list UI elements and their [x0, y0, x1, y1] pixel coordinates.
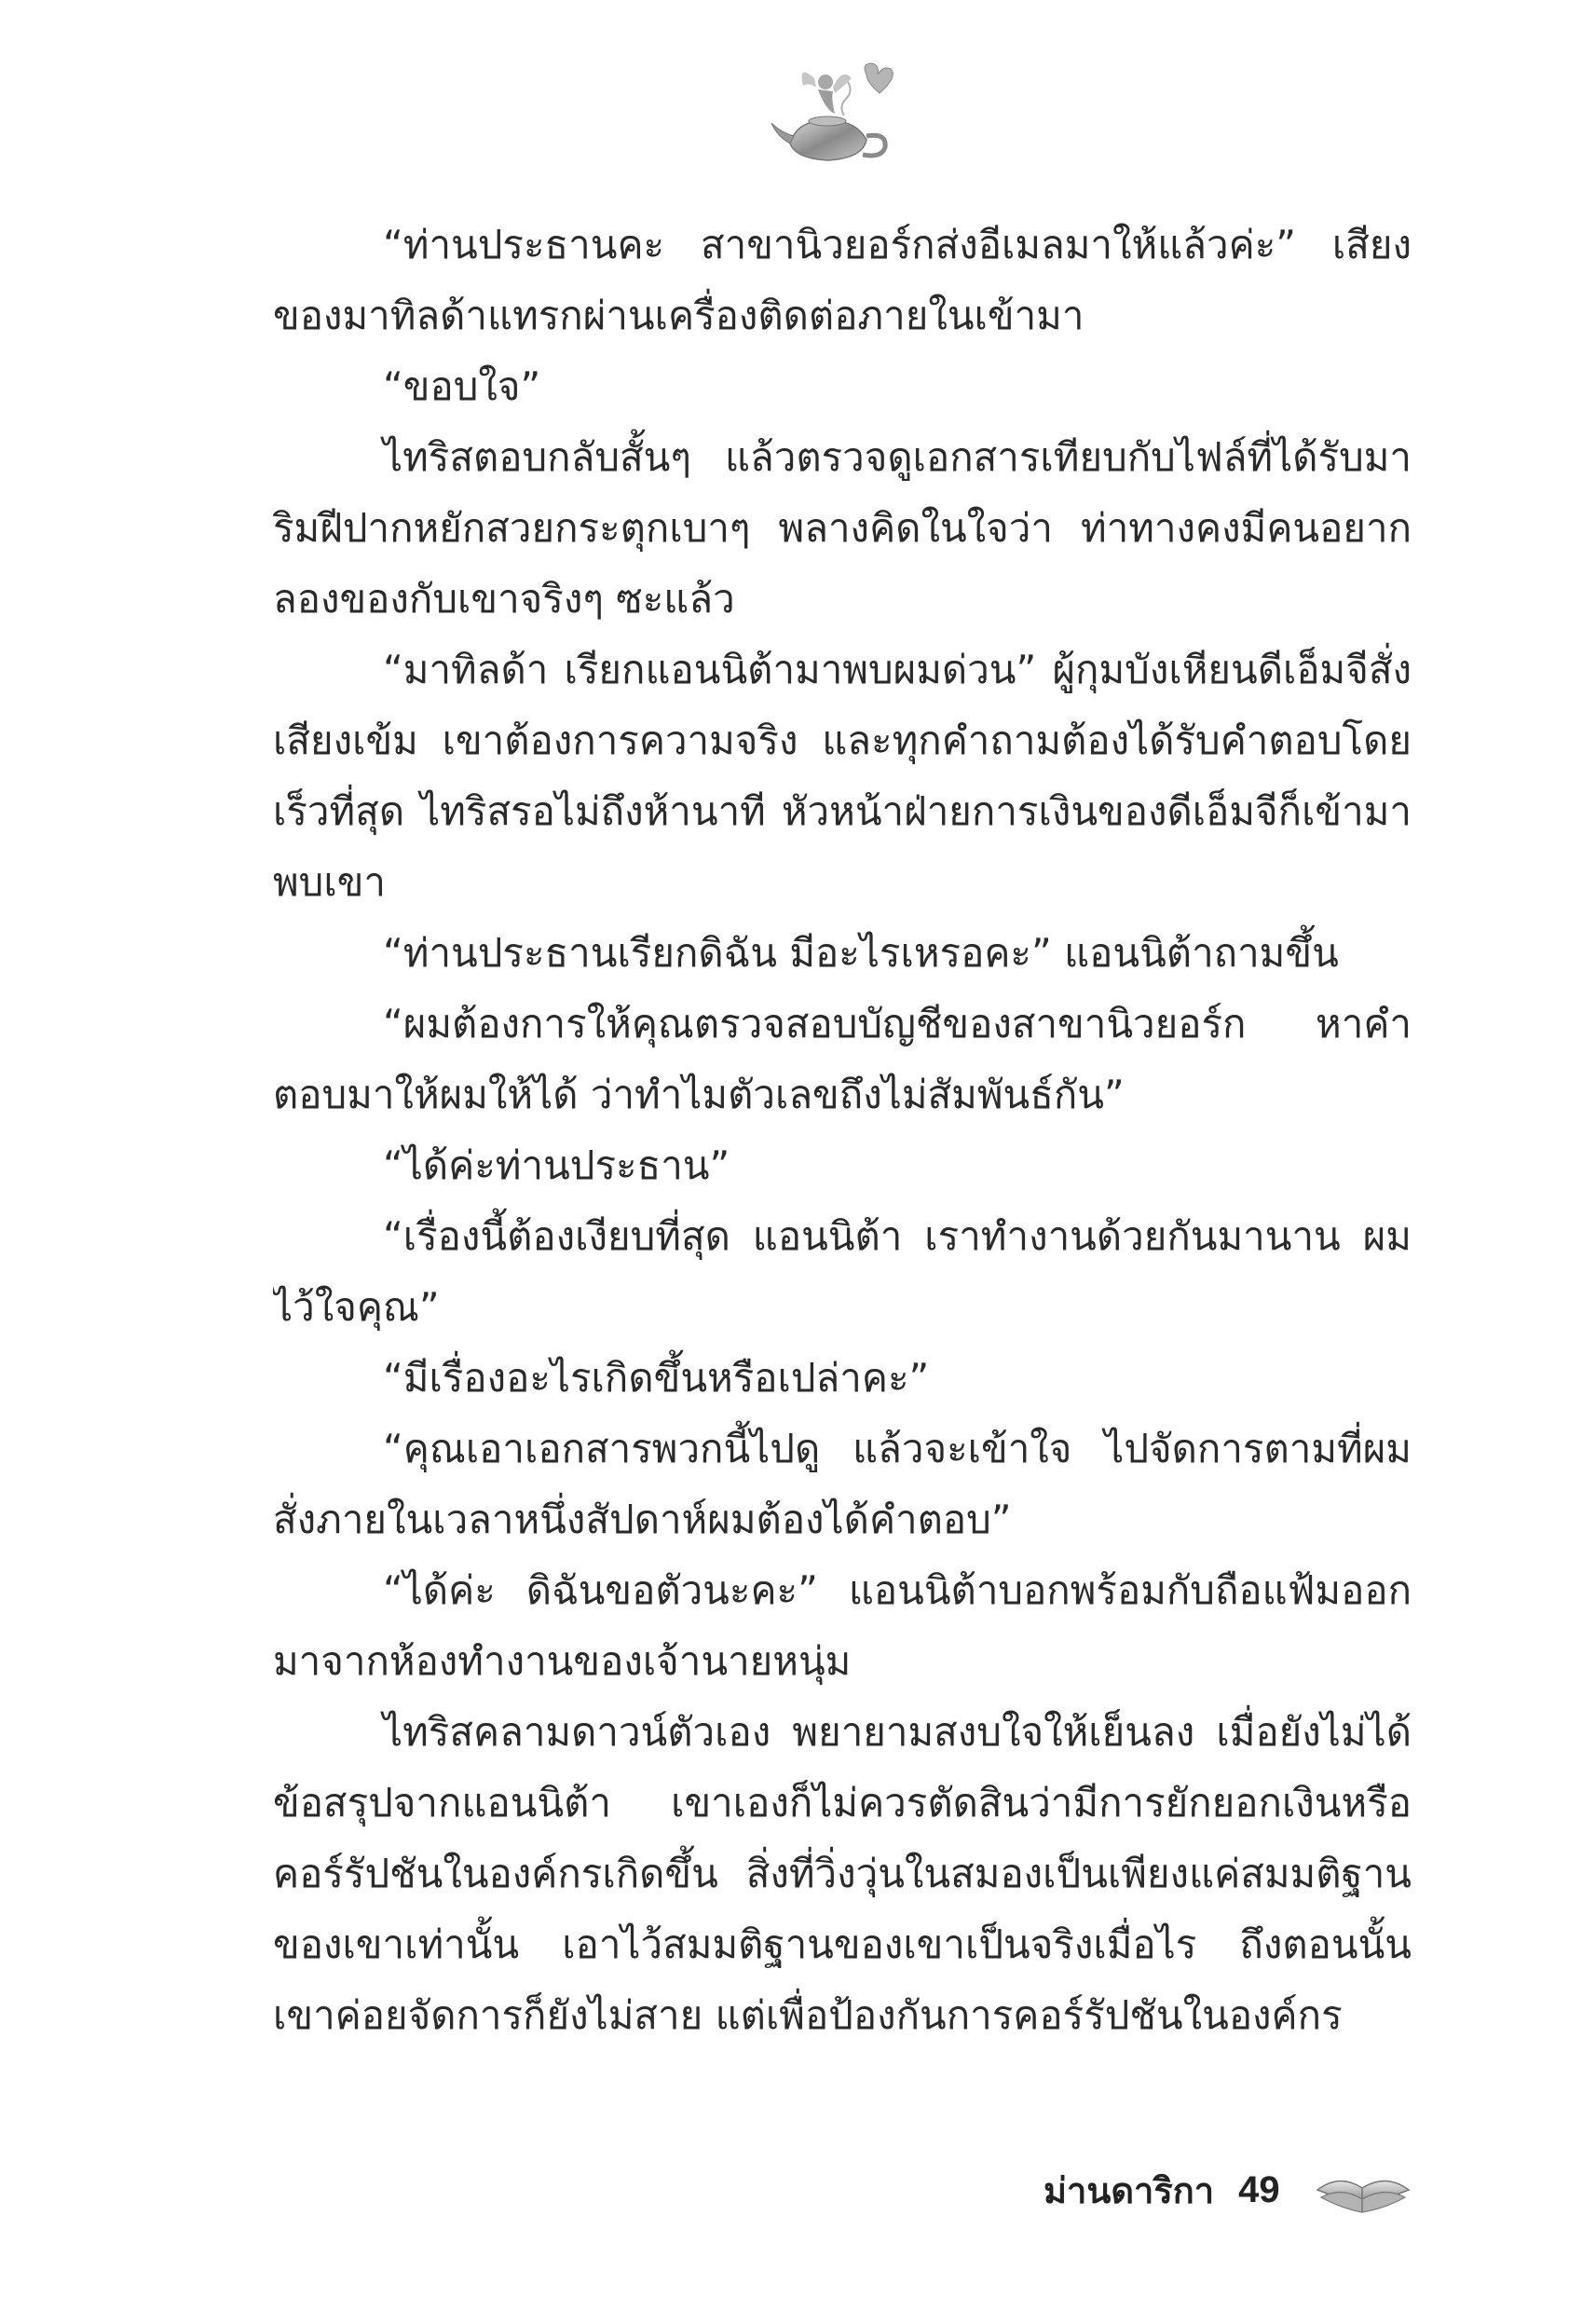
paragraph: “มาทิลด้า เรียกแอนนิต้ามาพบผมด่วน” ผู้กุมบังเหียนดีเอ็มจีสั่งเสียงเข้ม เขาต้องการความจริง และทุกคำถามต้องได้รับคำตอบโดยเร็วที่สุด ไทริสรอไม่ถึงห้านาที หัวหน้าฝ่ายการเงินของดีเอ็มจีก็เข้ามาพบเขา — [273, 647, 1412, 905]
teapot-cupid-ornament-icon — [770, 54, 909, 175]
paragraph: “คุณเอาเอกสารพวกนี้ไปดู แล้วจะเข้าใจ ไปจัดการตามที่ผมสั่งภายในเวลาหนึ่งสัปดาห์ผมต้องได้คำตอบ” — [273, 1426, 1412, 1542]
paragraph: “ผมต้องการให้คุณตรวจสอบบัญชีของสาขานิวยอร์ก หาคำตอบมาให้ผมให้ได้ ว่าทำไมตัวเลขถึงไม่สัมพันธ์กัน” — [273, 1001, 1412, 1117]
paragraph: “ท่านประธานเรียกดิฉัน มีอะไรเหรอคะ” แอนนิต้าถามขึ้น — [383, 930, 1339, 976]
open-book-ornament-icon — [1312, 2162, 1414, 2218]
paragraph: ไทริสคลามดาวน์ตัวเอง พยายามสงบใจให้เย็นลง เมื่อยังไม่ได้ข้อสรุปจากแอนนิต้า เขาเองก็ไม่ควรตัดสินว่ามีการยักยอกเงินหรือคอร์รัปชันในองค์กรเกิดขึ้น สิ่งที่วิ่งวุ่นในสมองเป็นเพียงแค่สมมติฐานของเขาเท่านั้น เอาไว้สมมติฐานของเขาเป็นจริงเมื่อไร ถึงตอนนั้นเขาค่อยจัดการก็ยังไม่สาย แต่เพื่อป้องกันการคอร์รัปชันในองค์กร — [273, 1709, 1412, 2038]
paragraph: “ขอบใจ” — [383, 363, 541, 409]
paragraph: “ท่านประธานคะ สาขานิวยอร์กส่งอีเมลมาให้แล้วค่ะ” เสียงของมาทิลด้าแทรกผ่านเครื่องติดต่อภายในเข้ามา — [273, 222, 1412, 338]
paragraph: “ได้ค่ะ ดิฉันขอตัวนะคะ” แอนนิต้าบอกพร้อมกับถือแฟ้มออกมาจากห้องทำงานของเจ้านายหนุ่ม — [273, 1567, 1412, 1684]
paragraph: “ได้ค่ะท่านประธาน” — [383, 1142, 730, 1188]
story-text — [273, 210, 1412, 2148]
paragraph: “เรื่องนี้ต้องเงียบที่สุด แอนนิต้า เราทำงานด้วยกันมานาน ผมไว้ใจคุณ” — [273, 1213, 1412, 1330]
paragraph: ไทริสตอบกลับสั้นๆ แล้วตรวจดูเอกสารเทียบกับไฟล์ที่ได้รับมา ริมฝีปากหยักสวยกระตุกเบาๆ พลางคิดในใจว่า ท่าทางคงมีคนอยากลองของกับเขาจริงๆ ซะแล้ว — [273, 434, 1412, 622]
page-number: 49 — [1238, 2168, 1280, 2210]
book-title: ม่านดาริกา — [1044, 2169, 1215, 2211]
page-footer — [1044, 2159, 1414, 2221]
paragraph: “มีเรื่องอะไรเกิดขึ้นหรือเปล่าคะ” — [383, 1355, 930, 1401]
